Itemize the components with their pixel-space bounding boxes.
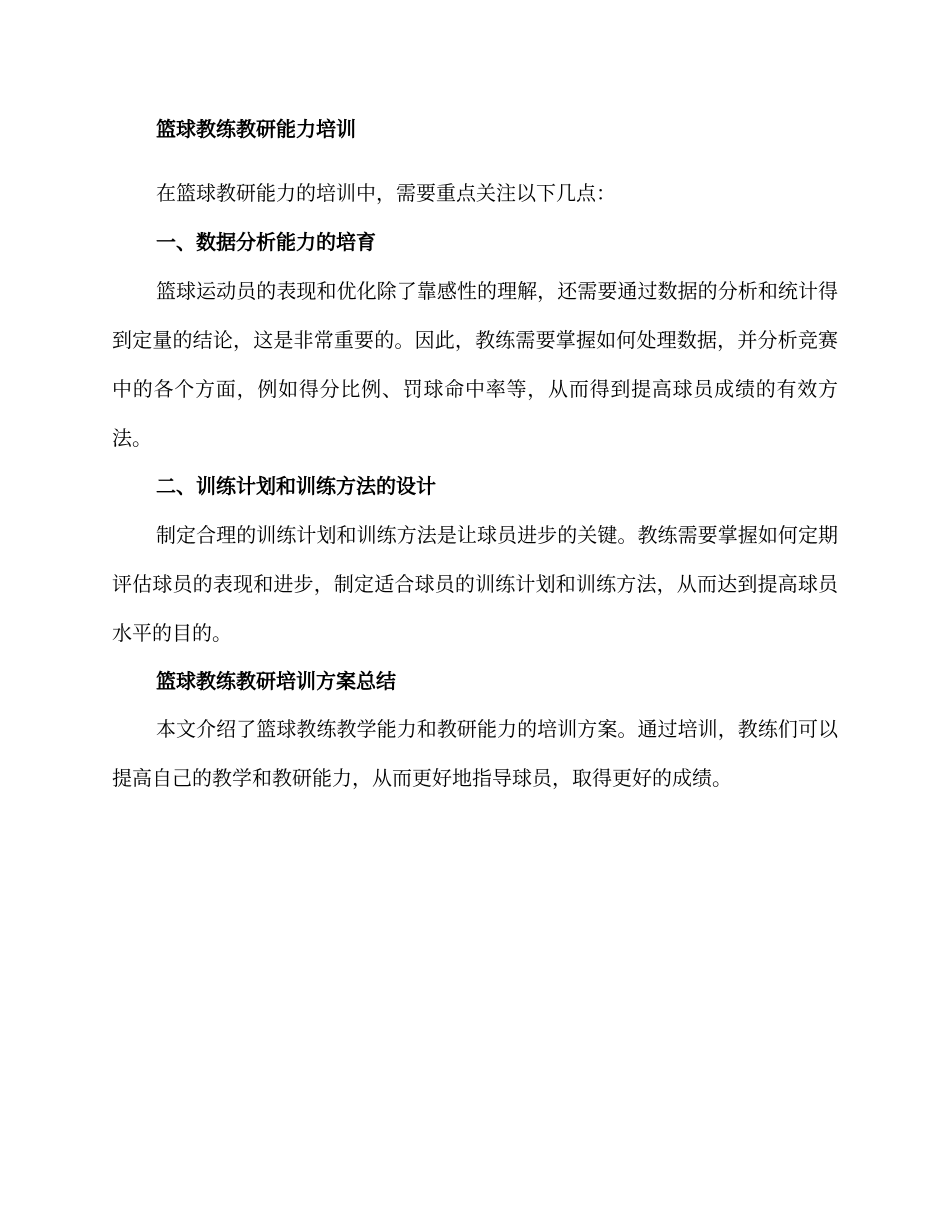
section-1-paragraph: 篮球运动员的表现和优化除了靠感性的理解，还需要通过数据的分析和统计得到定量的结论，这是非常重要的。因此，教练需要掌握如何处理数据，并分析竞赛中的各个方面，例如得分比例、罚球命中率等，从而得到提高球员成绩的有效方法。: [112, 279, 838, 450]
summary-paragraph: 本文介绍了篮球教练教学能力和教研能力的培训方案。通过培训，教练们可以提高自己的教学和教研能力，从而更好地指导球员，取得更好的成绩。: [112, 717, 838, 790]
summary-heading: 篮球教练教研培训方案总结: [156, 669, 396, 693]
document-page: [112, 113, 838, 803]
section-2-paragraph: 制定合理的训练计划和训练方法是让球员进步的关键。教练需要掌握如何定期评估球员的表现和进步，制定适合球员的训练计划和训练方法，从而达到提高球员水平的目的。: [112, 523, 838, 645]
section-1-heading: 一、数据分析能力的培育: [156, 230, 376, 254]
intro-paragraph: 在篮球教研能力的培训中，需要重点关注以下几点：: [156, 181, 616, 205]
section-2-heading: 二、训练计划和训练方法的设计: [156, 474, 436, 498]
document-title: 篮球教练教研能力培训: [156, 117, 356, 141]
